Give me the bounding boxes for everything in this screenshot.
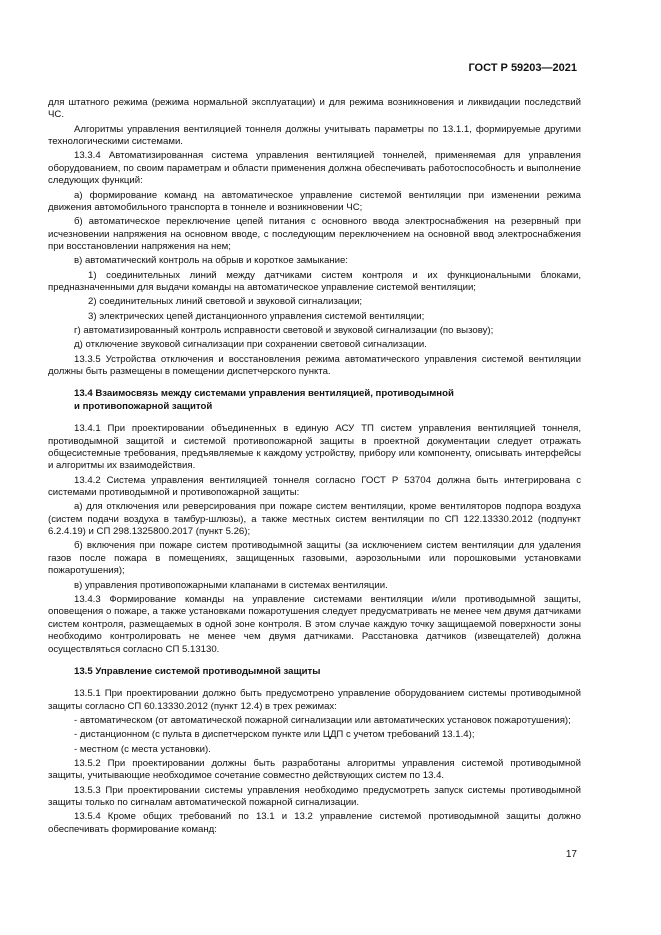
list-item: - местном (с места установки). <box>74 743 211 755</box>
list-item: а) формирование команд на автоматическое управление системой вентиляции при изменении режима движения автомобильного транспорта в тоннеле и возникновении ЧС; <box>48 189 581 213</box>
section-heading-13-4 <box>74 388 581 413</box>
list-item: а) для отключения или реверсирования при пожаре систем вентиляции, кроме вентиляторов подпора воздуха (систем подачи воздуха в тамбур-шлюзы), а также местных систем вентиляции по СП 122.13330.2012 (подпункт 6.2.4.19) и СП 298.1325800.2017 (пункт 5.26); <box>48 501 581 538</box>
list-item: б) включения при пожаре систем противодымной защиты (за исключением систем вентиляции для удаления газов после пожара в помещениях, защищенных газовыми, аэрозольными или порошковыми установками пожаротушения); <box>48 540 581 577</box>
clause-13-4-2: 13.4.2 Система управления вентиляцией тоннеля согласно ГОСТ Р 53704 должна быть интегрирована с системами противодымной и противопожарной защиты: <box>48 474 581 499</box>
paragraph: для штатного режима (режима нормальной эксплуатации) и для режима возникновения и ликвидации последствий ЧС. <box>48 97 581 121</box>
section-heading-line: 13.4 Взаимосвязь между системами управления вентиляцией, противодымной <box>74 388 454 400</box>
page-number: 17 <box>565 849 577 860</box>
clause-13-5-1: 13.5.1 При проектировании должно быть предусмотрено управление оборудованием системы противодымной защиты согласно СП 60.13330.2012 (пункт 12.4) в трех режимах: <box>48 688 581 712</box>
clause-13-5-2: 13.5.2 При проектировании должны быть разработаны алгоритмы управления системой противодымной защиты, учитывающие необходимое сочетание совместно действующих систем по 13.4. <box>48 757 581 782</box>
list-item: в) автоматический контроль на обрыв и короткое замыкание: <box>74 255 348 267</box>
section-heading-13-5: 13.5 Управление системой противодымной защиты <box>74 665 321 677</box>
list-item: - автоматическом (от автоматической пожарной сигнализации или автоматических установок пожаротушения); <box>74 715 571 727</box>
list-item: б) автоматическое переключение цепей питания с основного ввода электроснабжения на резервный при исчезновении напряжения на основном вводе, с последующим переключением на основной ввод электроснабжения при восстановлении напряжения на нем; <box>48 216 581 253</box>
clause-13-3-5: 13.3.5 Устройства отключения и восстановления режима автоматического управления системой вентиляции должны быть размещены в помещении диспетчерского пункта. <box>48 353 581 377</box>
clause-13-5-4: 13.5.4 Кроме общих требований по 13.1 и 13.2 управление системой противодымной защиты должно обеспечивать формирование команд: <box>48 811 581 835</box>
list-item: - дистанционном (с пульта в диспетчерском пункте или ЦДП с учетом требований 13.1.4); <box>74 729 475 741</box>
list-item: в) управления противопожарными клапанами в системах вентиляции. <box>74 579 388 591</box>
sub-list-item: 3) электрических цепей дистанционного управления системой вентиляции; <box>88 310 425 322</box>
list-item: г) автоматизированный контроль исправности световой и звуковой сигнализации (по вызову); <box>74 324 494 336</box>
clause-13-3-4: 13.3.4 Автоматизированная система управления вентиляцией тоннелей, применяемая для управления оборудованием, по своим параметрам и области применения должна обеспечивать работоспособность и выполнение следующих функций: <box>48 150 581 187</box>
document-body <box>48 97 581 838</box>
sub-list-item: 2) соединительных линий световой и звуковой сигнализации; <box>88 296 363 308</box>
section-heading-line: и противопожарной защитой <box>74 400 213 412</box>
paragraph: Алгоритмы управления вентиляцией тоннеля должны учитывать параметры по 13.1.1, формируемые другими технологическими системами. <box>48 123 581 148</box>
document-id-header: ГОСТ Р 59203—2021 <box>468 62 577 74</box>
clause-13-4-1: 13.4.1 При проектировании объединенных в единую АСУ ТП систем управления вентиляцией тоннеля, противодымной защитой и системой противопожарной защиты в проектной документации следует отражать общесистемные требования, предъявляемые к каждому устройству, прибору или компоненту, описывать интерфейсы и алгоритмы их взаимодействия. <box>48 423 581 472</box>
sub-list-item: 1) соединительных линий между датчиками систем контроля и их функциональными блоками, предназначенными для выдачи команды на автоматическое управление системой вентиляции; <box>48 269 581 294</box>
list-item: д) отключение звуковой сигнализации при сохранении световой сигнализации. <box>74 339 427 351</box>
clause-13-4-3: 13.4.3 Формирование команды на управление системами вентиляции и/или противодымной защиты, оповещения о пожаре, а также установками пожаротушения следует предусматривать не менее чем двумя датчиками систем контроля, размещаемых в одной зоне контроля. В этом случае каждую точку защищаемой поверхности зоны необходимо контролировать не менее чем двумя датчиками. Расстановка датчиков (извещателей) должна осуществляться согласно СП 5.13130. <box>48 593 581 655</box>
clause-13-5-3: 13.5.3 При проектировании системы управления необходимо предусмотреть запуск системы противодымной защиты только по сигналам автоматической пожарной сигнализации. <box>48 784 581 809</box>
